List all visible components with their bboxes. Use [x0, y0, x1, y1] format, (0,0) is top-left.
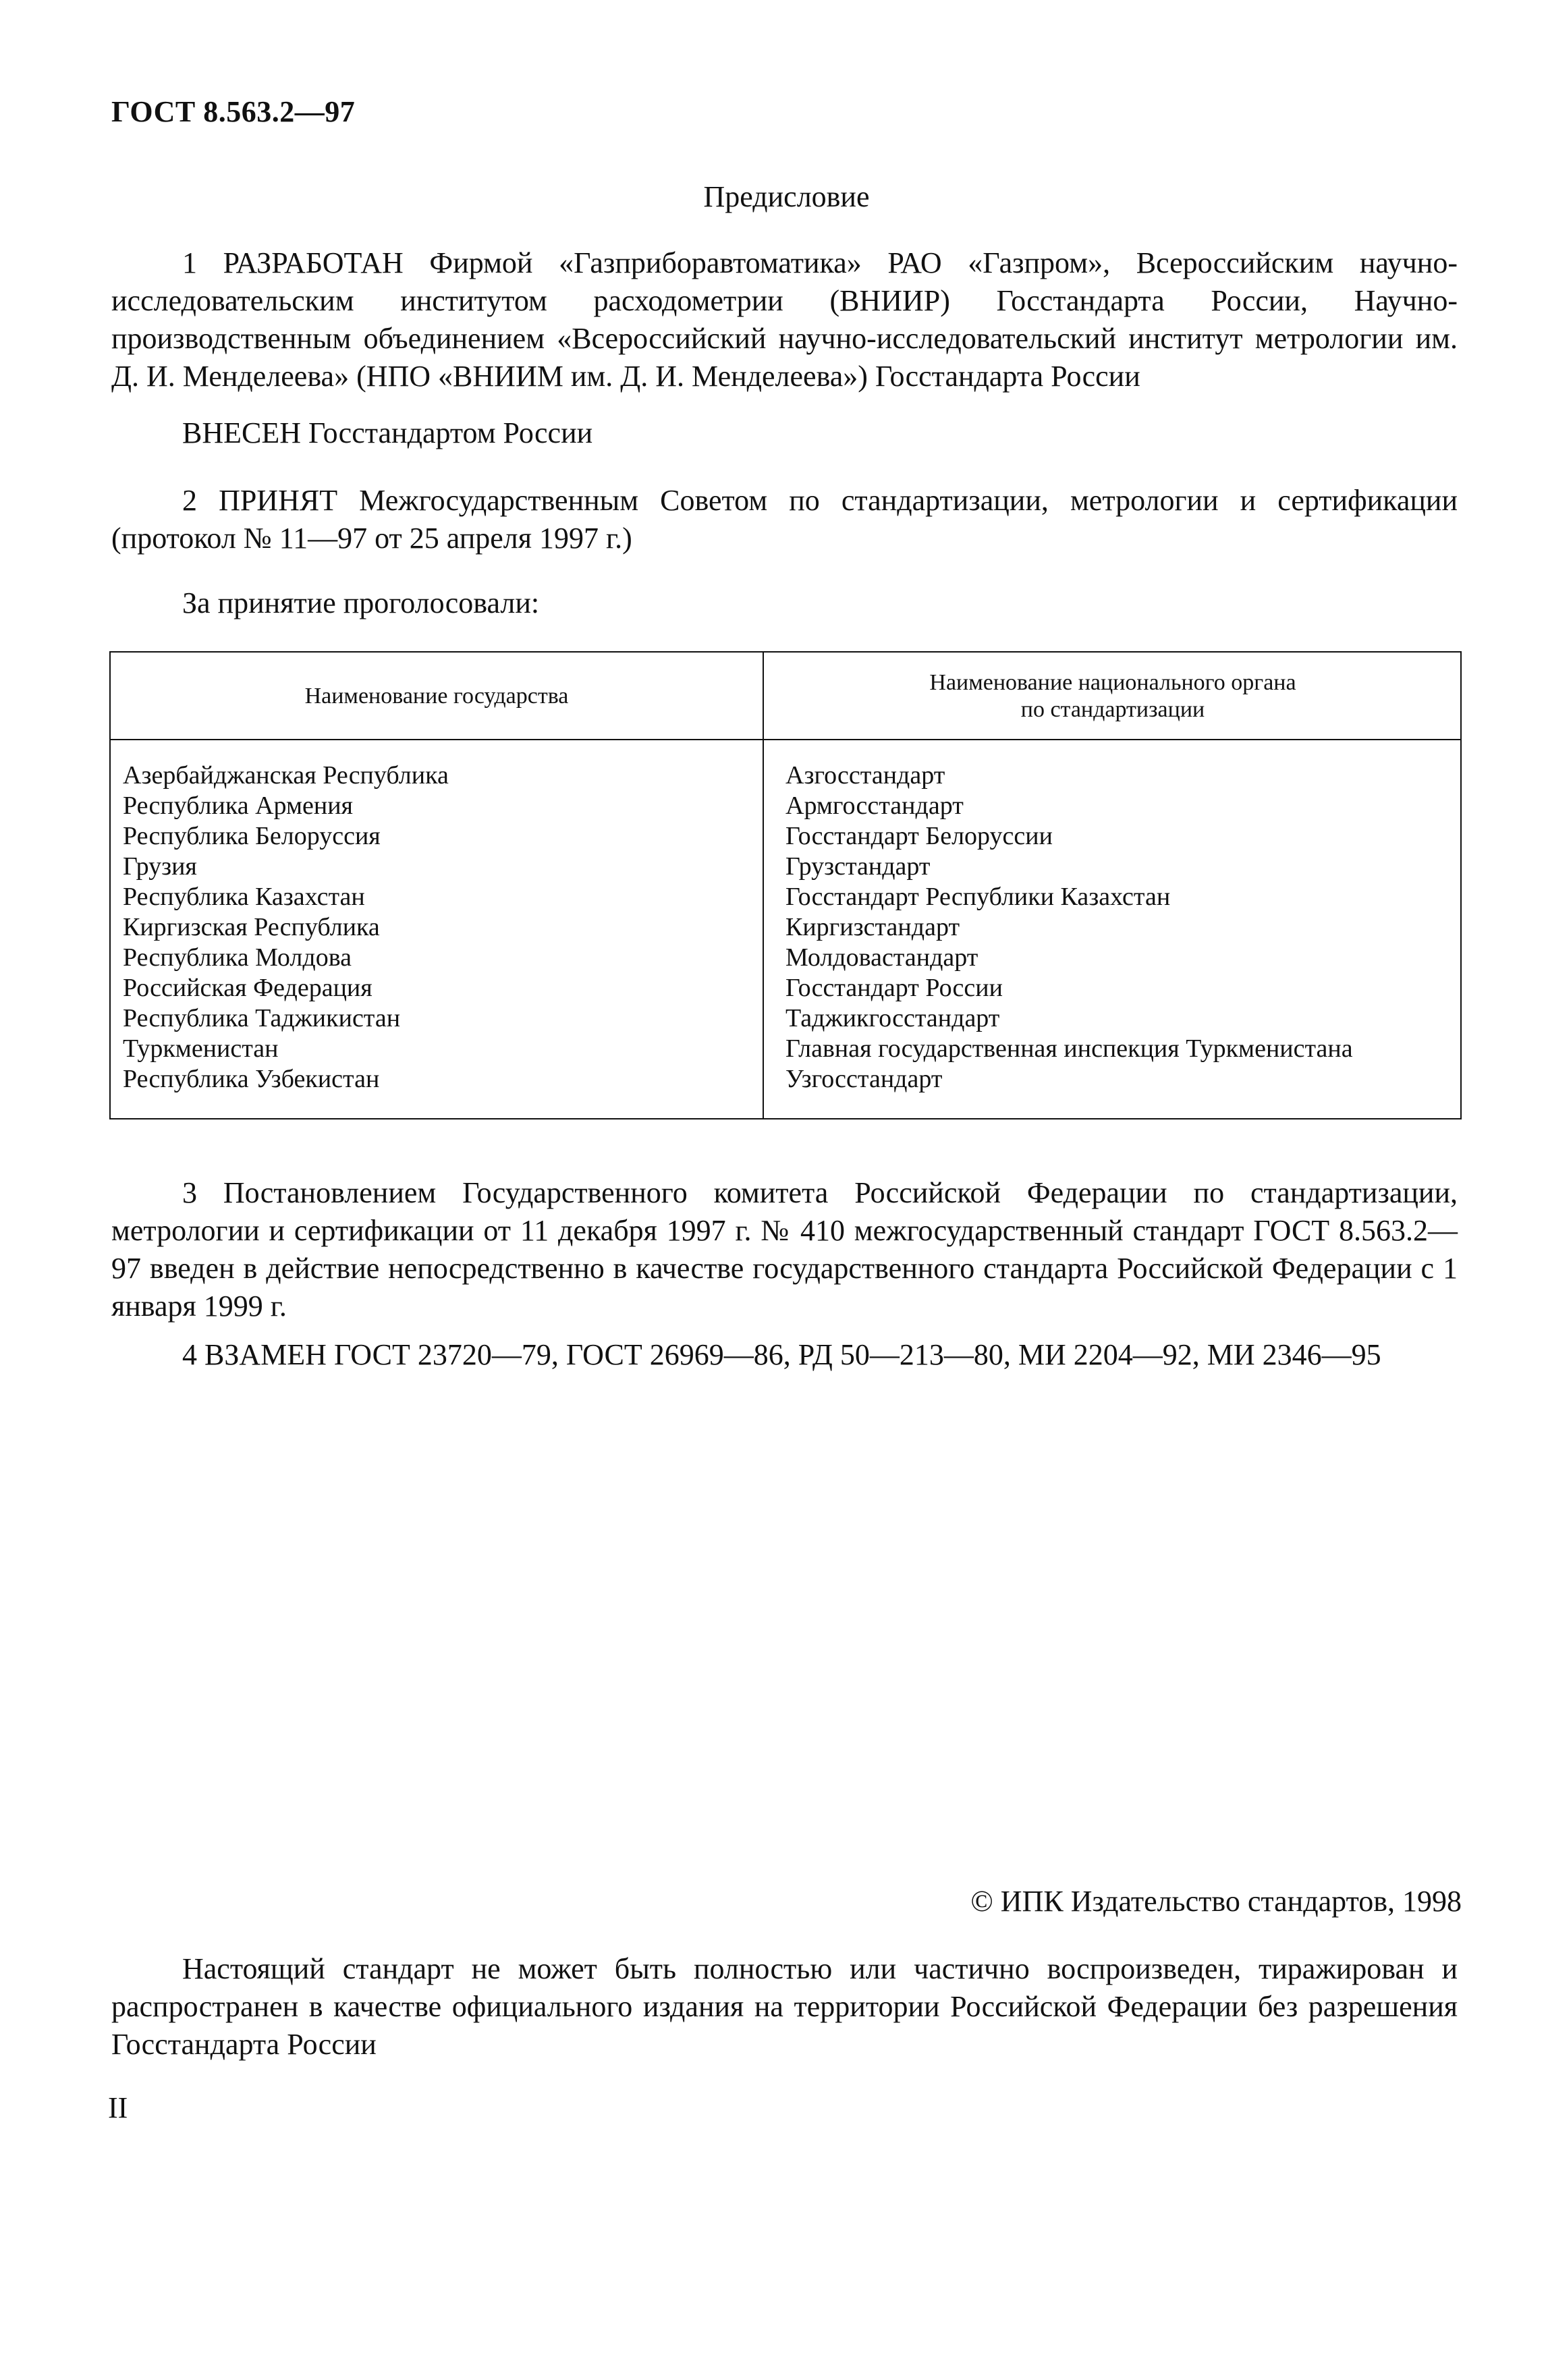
table-cell-state: Республика Молдова [123, 943, 352, 972]
header-state-name [111, 653, 763, 740]
table-cell-state: Республика Казахстан [123, 883, 365, 911]
table-cell-body: Госстандарт России [785, 974, 1003, 1002]
table-cell-body: Госстандарт Республики Казахстан [785, 883, 1171, 911]
header-standardization-body [764, 653, 1462, 740]
paragraph-enacted: 3 Постановлением Государственного комитета Российской Федерации по стандартизации, метрологии и сертификации от 11 декабря 1997 г. № 410 межгосударственный стандарт ГОСТ 8.563.2—97 введен в действие непосредственно в качестве государственного стандарта Российской Федерации с 1 января 1999 г. [111, 1176, 1458, 1323]
document-code: ГОСТ 8.563.2—97 [111, 95, 356, 128]
table-cell-state: Республика Узбекистан [123, 1065, 380, 1093]
table-cell-body: Армгосстандарт [785, 792, 964, 820]
bodies-column [785, 760, 1460, 1095]
paragraph-introduced-by: ВНЕСЕН Госстандартом России [182, 416, 593, 449]
table-cell-state: Туркменистан [123, 1034, 279, 1063]
table-cell-state: Республика Белоруссия [123, 822, 381, 850]
table-cell-state: Азербайджанская Республика [123, 761, 449, 790]
header-body-label [929, 669, 1296, 723]
states-column [123, 760, 750, 1095]
copyright-notice: © ИПК Издательство стандартов, 1998 [970, 1885, 1462, 1918]
paragraph-developed-by: 1 РАЗРАБОТАН Фирмой «Газприборавтоматика» РАО «Газпром», Всероссийским научно-исследовательским институтом расходометрии (ВНИИР) Госстандарта России, Научно-производственным объединением «Всероссийский научно-исследовательский институт метрологии им. Д. И. Менделеева» (НПО «ВНИИМ им. Д. И. Менделеева») Госстандарта России [111, 246, 1458, 393]
table-cell-state: Российская Федерация [123, 974, 372, 1002]
table-cell-body: Молдовастандарт [785, 943, 978, 972]
paragraph-adopted-by: 2 ПРИНЯТ Межгосударственным Советом по стандартизации, метрологии и сертификации (протокол № 11—97 от 25 апреля 1997 г.) [111, 484, 1458, 555]
paragraph-reproduction-notice: Настоящий стандарт не может быть полностью или частично воспроизведен, тиражирован и распространен в качестве официального издания на территории Российской Федерации без разрешения Госстандарта России [111, 1952, 1458, 2061]
table-cell-body: Киргизстандарт [785, 913, 960, 941]
table-cell-body: Грузстандарт [785, 852, 931, 881]
table-cell-body: Главная государственная инспекция Туркменистана [785, 1034, 1353, 1063]
table-cell-state: Грузия [123, 852, 197, 881]
section-title: Предисловие [703, 180, 870, 213]
table-cell-body: Госстандарт Белоруссии [785, 822, 1053, 850]
table-cell-body: Узгосстандарт [785, 1065, 943, 1093]
table-cell-state: Киргизская Республика [123, 913, 380, 941]
table-cell-body: Таджикгосстандарт [785, 1004, 1000, 1032]
header-state-label: Наименование государства [304, 684, 569, 709]
table-cell-state: Республика Армения [123, 792, 354, 820]
paragraph-voted-for: За принятие проголосовали: [182, 586, 540, 619]
page-number: II [108, 2091, 128, 2124]
header-body-line2: по стандартизации [1020, 697, 1205, 722]
paragraph-replaces: 4 ВЗАМЕН ГОСТ 23720—79, ГОСТ 26969—86, РД 50—213—80, МИ 2204—92, МИ 2346—95 [182, 1338, 1381, 1371]
table-cell-state: Республика Таджикистан [123, 1004, 401, 1032]
header-body-line1: Наименование национального органа [929, 670, 1296, 695]
voting-table [109, 651, 1462, 1119]
table-cell-body: Азгосстандарт [785, 761, 945, 790]
